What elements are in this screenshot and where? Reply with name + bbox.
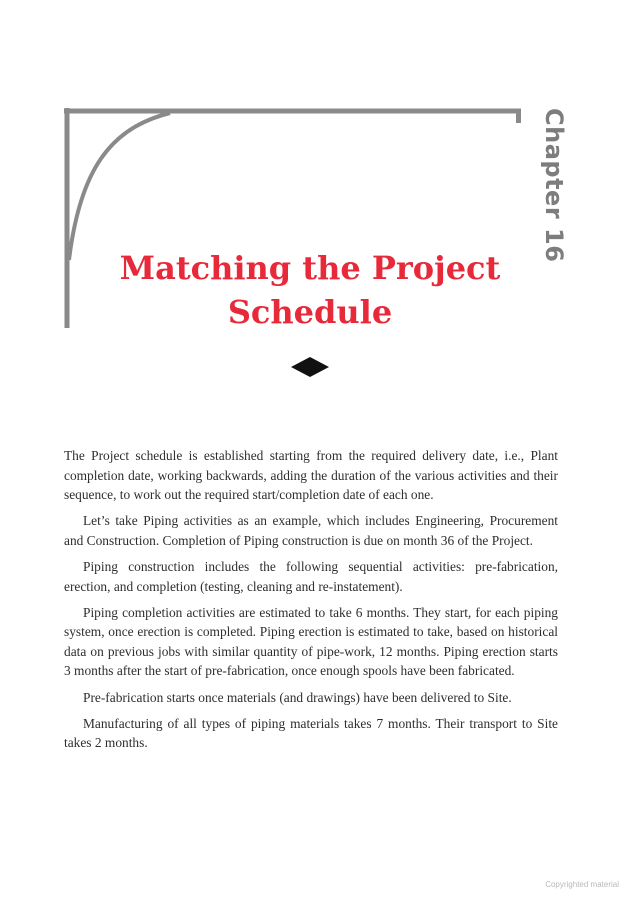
paragraph-5: Pre-fabrication starts once materials (and drawings) have been delivered to Site.: [83, 689, 512, 705]
diamond-shape: [291, 357, 329, 377]
chapter-label: Chapter 16: [540, 108, 568, 263]
frame-corner-arc: [69, 113, 170, 260]
paragraph-4: Piping completion activities are estimated to take 6 months. They start, for each piping system, once erection is completed. Piping erection is estimated to take, based on historical data on previous jobs with similar quantity of pipe-work, 12 months. Piping erection starts 3 months after the start of pre-fabrication, once enough spools have been fabricated.: [64, 604, 558, 679]
paragraph-1: The Project schedule is established starting from the required delivery date, i.e., Plant completion date, working backwards, adding the duration of the various activities and their sequence, to work out the required start/completion date of each one.: [64, 448, 558, 503]
paragraph-3: Piping construction includes the following sequential activities: pre-fabrication, erection, and completion (testing, cleaning and re-instatement).: [64, 558, 558, 594]
paragraph-6: Manufacturing of all types of piping materials takes 7 months. Their transport to Site takes 2 months.: [64, 715, 558, 751]
chapter-title-line-1: Matching the Project: [119, 249, 501, 287]
chapter-title-line-2: Schedule: [227, 293, 393, 331]
chapter-title: [80, 246, 540, 334]
body-text: [64, 446, 558, 759]
paragraph-2: Let’s take Piping activities as an example, which includes Engineering, Procurement and Construction. Completion of Piping construction is due on month 36 of the Project.: [64, 513, 558, 548]
copyright-notice: Copyrighted material: [545, 880, 619, 889]
diamond-ornament-icon: [290, 356, 330, 378]
